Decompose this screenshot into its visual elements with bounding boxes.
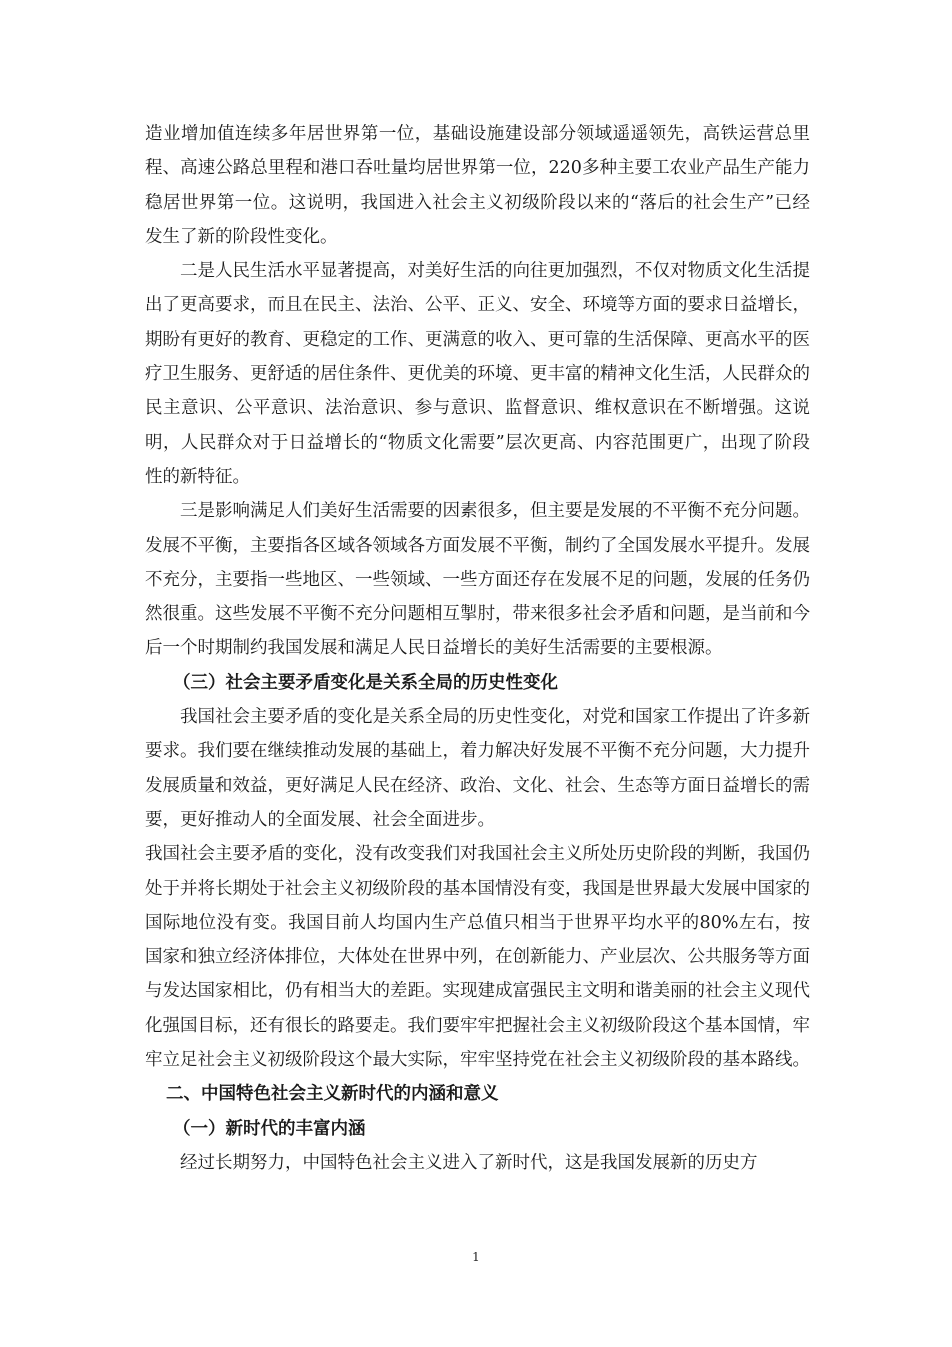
body-paragraph: 二是人民生活水平显著提高，对美好生活的向往更加强烈，不仅对物质文化生活提出了更高要求，而且在民主、法治、公平、正义、安全、环境等方面的要求日益增长，期盼有更好的教育、更稳定的工作、更满意的收入、更可靠的生活保障、更高水平的医疗卫生服务、更舒适的居住条件、更优美的环境、更丰富的精神文化生活，人民群众的民主意识、公平意识、法治意识、参与意识、监督意识、维权意识在不断增强。这说明，人民群众对于日益增长的“物质文化需要”层次更高、内容范围更广，出现了阶段性的新特征。 (145, 261, 810, 487)
page-body (145, 117, 810, 1180)
body-paragraph: 经过长期努力，中国特色社会主义进入了新时代，这是我国发展新的历史方 (180, 1152, 758, 1173)
section-heading: 二、中国特色社会主义新时代的内涵和意义 (166, 1084, 499, 1105)
page-number: 1 (472, 1250, 480, 1264)
body-paragraph: 三是影响满足人们美好生活需要的因素很多，但主要是发展的不平衡不充分问题。发展不平衡，主要指各区域各领域各方面发展不平衡，制约了全国发展水平提升。发展不充分，主要指一些地区、一些领域、一些方面还存在发展不足的问题，发展的任务仍然很重。这些发展不平衡不充分问题相互掣肘，带来很多社会矛盾和问题，是当前和今后一个时期制约我国发展和满足人民日益增长的美好生活需要的主要根源。 (145, 501, 810, 659)
section-subheading: （三）社会主要矛盾变化是关系全局的历史性变化 (173, 672, 558, 693)
section-subheading: （一）新时代的丰富内涵 (173, 1118, 366, 1139)
body-paragraph: 我国社会主要矛盾的变化，没有改变我们对我国社会主义所处历史阶段的判断，我国仍处于并将长期处于社会主义初级阶段的基本国情没有变，我国是世界最大发展中国家的国际地位没有变。我国目前人均国内生产总值只相当于世界平均水平的80%左右，按国家和独立经济体排位，大体处在世界中列，在创新能力、产业层次、公共服务等方面与发达国家相比，仍有相当大的差距。实现建成富强民主文明和谐美丽的社会主义现代化强国目标，还有很长的路要走。我们要牢牢把握社会主义初级阶段这个基本国情，牢牢立足社会主义初级阶段这个最大实际，牢牢坚持党在社会主义初级阶段的基本路线。 (145, 844, 810, 1071)
body-paragraph: 造业增加值连续多年居世界第一位，基础设施建设部分领域遥遥领先，高铁运营总里程、高速公路总里程和港口吞吐量均居世界第一位，220多种主要工农业产品生产能力稳居世界第一位。这说明，我国进入社会主义初级阶段以来的“落后的社会生产”已经发生了新的阶段性变化。 (145, 124, 810, 247)
body-paragraph: 我国社会主要矛盾的变化是关系全局的历史性变化，对党和国家工作提出了许多新要求。我们要在继续推动发展的基础上，着力解决好发展不平衡不充分问题，大力提升发展质量和效益，更好满足人民在经济、政治、文化、社会、生态等方面日益增长的需要，更好推动人的全面发展、社会全面进步。 (145, 707, 810, 830)
